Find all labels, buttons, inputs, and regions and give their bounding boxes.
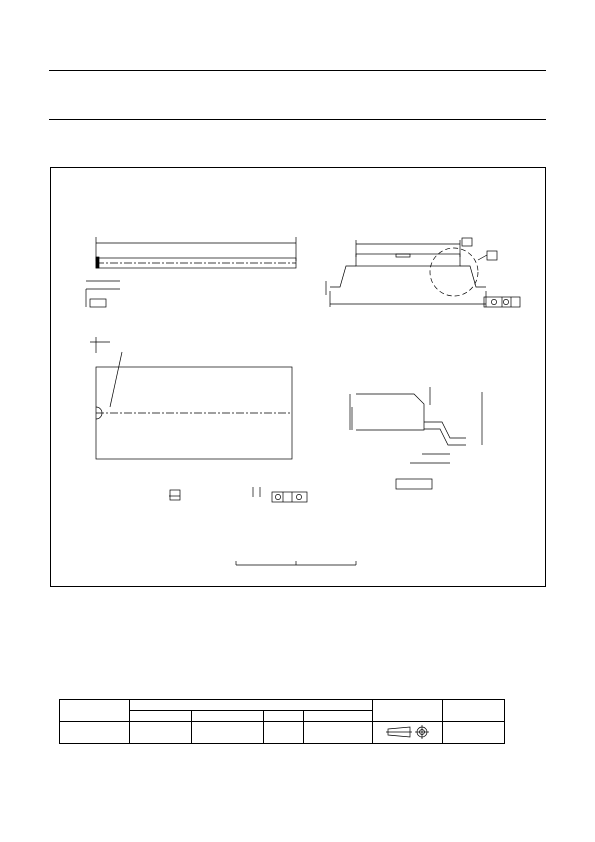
references-header	[130, 700, 373, 711]
issue-date-value	[443, 722, 505, 744]
scale-bar	[236, 561, 356, 565]
first-angle-projection-icon	[384, 725, 432, 739]
side-view-body	[356, 254, 460, 266]
e-dim-box	[170, 490, 180, 500]
projection-header	[373, 700, 443, 722]
detail-x-circle	[430, 248, 478, 296]
iec-header	[130, 711, 192, 722]
y-datum-box	[90, 299, 106, 307]
x-label-box	[487, 251, 497, 260]
outline-version-value	[60, 722, 130, 744]
jedec-value	[192, 722, 264, 744]
detail-body	[356, 394, 424, 430]
a-datum-box-1	[462, 238, 472, 246]
eiaj-header	[264, 711, 304, 722]
jedec-header	[192, 711, 264, 722]
outline-version-header	[60, 700, 130, 722]
title-rule	[49, 119, 546, 120]
eiaj-value	[264, 722, 304, 744]
references-value-blank	[304, 722, 373, 744]
references-blank	[304, 711, 373, 722]
projection-symbol	[373, 722, 443, 744]
package-outline-drawing	[50, 167, 546, 587]
detail-x-label-box	[396, 479, 432, 489]
header-rule	[49, 70, 546, 71]
outline-table	[59, 699, 505, 744]
iec-value	[130, 722, 192, 744]
issue-date-header	[443, 700, 505, 722]
